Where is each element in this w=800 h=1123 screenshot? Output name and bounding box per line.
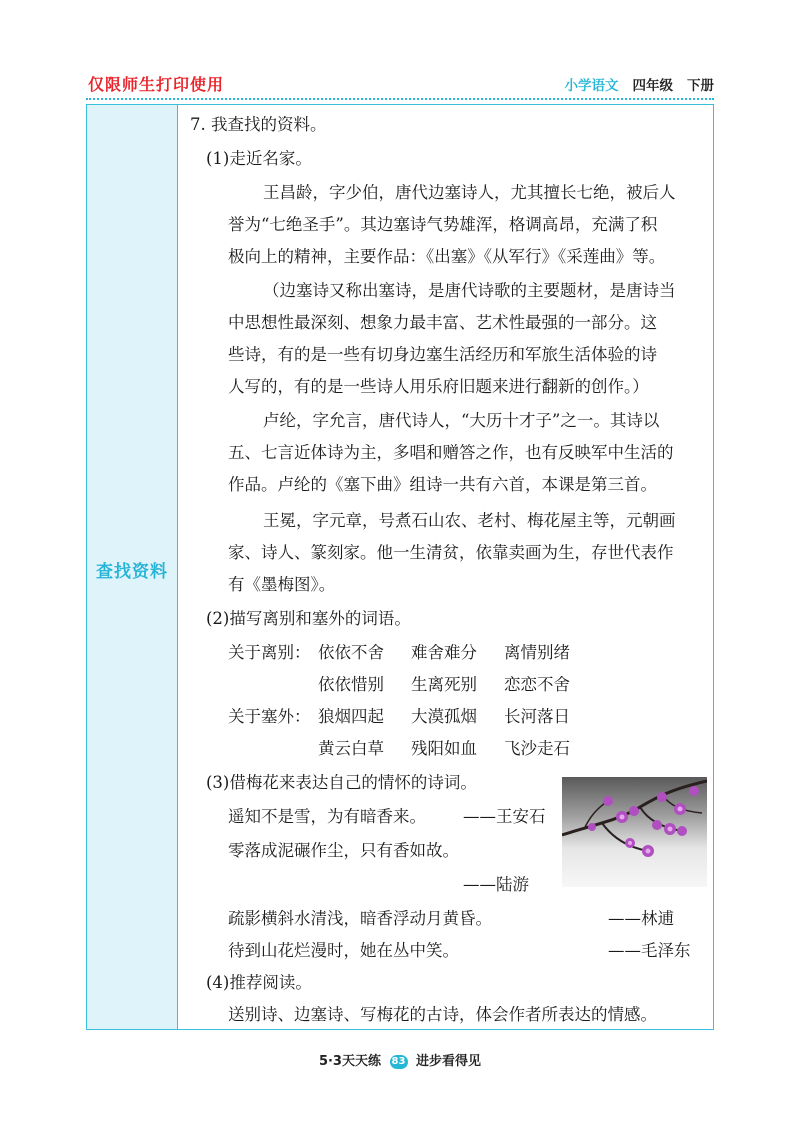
poem-line: 遥知不是雪，为有暗香来。 bbox=[228, 807, 426, 826]
poem-author: ——王安石 bbox=[463, 807, 546, 826]
p1-line-2: 誉为“七绝圣手”。其边塞诗气势雄浑，格调高昂，充满了积 bbox=[228, 215, 658, 234]
p3-line-3: 作品。卢纶的《塞下曲》组诗一共有六首，本课是第三首。 bbox=[228, 475, 657, 494]
volume-label: 下册 bbox=[687, 78, 714, 94]
vocab-item: 离情别绪 bbox=[504, 643, 570, 662]
p2-line-3: 些诗，有的是一些有切身边塞生活经历和军旅生活体验的诗 bbox=[228, 345, 657, 364]
vocab-item: 恋恋不舍 bbox=[504, 675, 570, 694]
p2-line-1: （边塞诗又称出塞诗，是唐代诗歌的主要题材，是唐诗当 bbox=[263, 281, 676, 300]
page-footer bbox=[0, 1050, 800, 1069]
p2-line-2: 中思想性最深刻、想象力最丰富、艺术性最强的一部分。这 bbox=[228, 313, 657, 332]
vocab-item: 难舍难分 bbox=[411, 643, 477, 662]
content-column bbox=[178, 105, 713, 1029]
p3-line-2: 五、七言近体诗为主，多唱和赠答之作，也有反映军中生活的 bbox=[228, 443, 674, 462]
parting-label: 关于离别： bbox=[228, 643, 311, 662]
p4-line-2: 家、诗人、篆刻家。他一生清贫，依靠卖画为生，存世代表作 bbox=[228, 543, 674, 562]
p3-line-1: 卢纶，字允言，唐代诗人，“大历十才子”之一。其诗以 bbox=[263, 411, 660, 430]
poem-author: ——毛泽东 bbox=[608, 941, 691, 960]
vocab-item: 长河落日 bbox=[504, 707, 570, 726]
frontier-label: 关于塞外： bbox=[228, 707, 311, 726]
footer-slogan: 进步看得见 bbox=[416, 1054, 482, 1069]
poem-line: 疏影横斜水清浅，暗香浮动月黄昏。 bbox=[228, 909, 492, 928]
question-title: 7. 我查找的资料。 bbox=[190, 115, 327, 134]
plum-blossom-illustration bbox=[562, 777, 707, 887]
vocab-item: 飞沙走石 bbox=[504, 739, 570, 758]
section-4-text: 送别诗、边塞诗、写梅花的古诗，体会作者所表达的情感。 bbox=[228, 1005, 657, 1024]
vocab-item: 依依不舍 bbox=[318, 643, 384, 662]
content-table bbox=[86, 104, 714, 1030]
page-number: 83 bbox=[390, 1055, 408, 1069]
poem-line: 零落成泥碾作尘，只有香如故。 bbox=[228, 841, 459, 860]
p1-line-1: 王昌龄，字少伯，唐代边塞诗人，尤其擅长七绝，被后人 bbox=[263, 183, 676, 202]
poem-author: ——陆游 bbox=[463, 875, 529, 894]
print-notice: 仅限师生打印使用 bbox=[88, 75, 225, 94]
grade-label: 四年级 bbox=[632, 78, 673, 94]
poem-author: ——林逋 bbox=[608, 909, 674, 928]
p2-line-4: 人写的，有的是一些诗人用乐府旧题来进行翻新的创作。） bbox=[228, 377, 649, 396]
poem-line: 待到山花烂漫时，她在丛中笑。 bbox=[228, 941, 459, 960]
subject-label: 小学语文 bbox=[564, 78, 619, 94]
side-column bbox=[87, 105, 178, 1029]
section-3-title: (3)借梅花来表达自己的情怀的诗词。 bbox=[206, 773, 477, 792]
vocab-item: 大漠孤烟 bbox=[411, 707, 477, 726]
p1-line-3: 极向上的精神，主要作品：《出塞》《从军行》《采莲曲》等。 bbox=[228, 247, 666, 266]
vocab-item: 狼烟四起 bbox=[318, 707, 384, 726]
plum-blossom-image bbox=[562, 777, 707, 887]
section-4-title: (4)推荐阅读。 bbox=[206, 973, 312, 992]
section-2-title: (2)描写离别和塞外的词语。 bbox=[206, 609, 411, 628]
footer-brand: 5·3天天练 bbox=[318, 1054, 381, 1069]
section-1-title: (1)走近名家。 bbox=[206, 149, 312, 168]
vocab-item: 残阳如血 bbox=[411, 739, 477, 758]
p4-line-3: 有《墨梅图》。 bbox=[228, 575, 336, 594]
vocab-item: 生离死别 bbox=[411, 675, 477, 694]
book-info bbox=[565, 74, 715, 94]
p4-line-1: 王冕，字元章，号煮石山农、老村、梅花屋主等，元朝画 bbox=[263, 511, 676, 530]
vocab-item: 黄云白草 bbox=[318, 739, 384, 758]
header-divider bbox=[86, 98, 714, 100]
side-label: 查找资料 bbox=[96, 561, 168, 582]
vocab-item: 依依惜别 bbox=[318, 675, 384, 694]
